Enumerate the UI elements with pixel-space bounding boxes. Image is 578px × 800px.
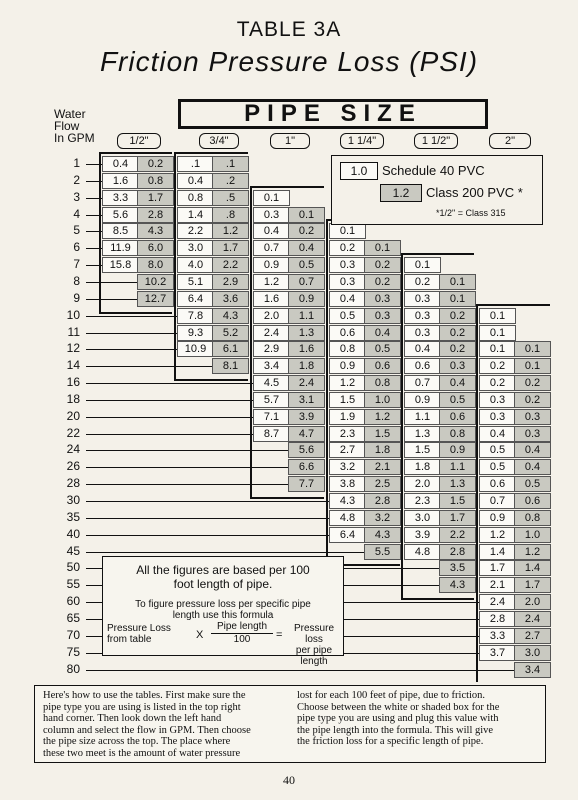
- class-200-cell: 0.2: [439, 341, 476, 357]
- pipe-size-header: 1": [270, 133, 310, 149]
- formula-right-line: Pressure loss: [293, 623, 334, 645]
- class-200-cell: 0.2: [514, 392, 551, 408]
- class-200-cell: 1.2: [364, 409, 401, 425]
- class-200-cell: .1: [212, 156, 249, 172]
- instruction-line: lost for each 100 feet of pipe, due to friction.: [297, 690, 486, 701]
- schedule-40-cell: 0.1: [479, 341, 516, 357]
- class-200-cell: 2.8: [364, 493, 401, 509]
- class-200-cell: 0.3: [514, 409, 551, 425]
- flow-row-line: [86, 450, 288, 451]
- instruction-line: these two meet is the amount of water pressure: [43, 747, 241, 759]
- schedule-40-cell: 0.7: [404, 375, 441, 391]
- pipe-type-legend: [331, 155, 543, 225]
- class-200-cell: 0.8: [439, 426, 476, 442]
- schedule-40-cell: 4.0: [177, 257, 214, 273]
- flow-value: 40: [66, 526, 80, 541]
- schedule-40-cell: 1.2: [479, 527, 516, 543]
- flow-value: 28: [66, 476, 80, 491]
- schedule-40-cell: 8.5: [102, 223, 139, 239]
- flow-value: 22: [66, 425, 80, 440]
- class-200-cell: 1.7: [514, 577, 551, 593]
- schedule-40-cell: 0.4: [479, 426, 516, 442]
- class-200-cell: 0.2: [439, 308, 476, 324]
- schedule-40-cell: 4.5: [253, 375, 290, 391]
- flow-row-line: [86, 417, 253, 418]
- info-line: All the figures are based per 100: [136, 563, 310, 577]
- pipe-size-header: 1/2": [117, 133, 161, 149]
- flow-value: 65: [66, 610, 80, 625]
- class-200-cell: 1.5: [364, 426, 401, 442]
- class-200-cell: 0.5: [364, 341, 401, 357]
- schedule-40-cell: 2.0: [404, 476, 441, 492]
- class-200-cell: 0.6: [514, 493, 551, 509]
- class-200-cell: 2.9: [212, 274, 249, 290]
- schedule-40-cell: 0.4: [253, 223, 290, 239]
- class-200-cell: .5: [212, 190, 249, 206]
- class-200-cell: 4.3: [439, 577, 476, 593]
- formula-times: X: [196, 629, 204, 641]
- schedule-40-cell: 1.8: [404, 459, 441, 475]
- pipe-size-header: 1 1/4": [340, 133, 384, 149]
- instructions-right: [297, 690, 541, 748]
- schedule-40-cell: 4.3: [329, 493, 366, 509]
- flow-row-line: [86, 518, 329, 519]
- schedule-40-cell: 2.9: [253, 341, 290, 357]
- flow-value: 26: [66, 459, 80, 474]
- schedule-40-cell: 0.3: [329, 257, 366, 273]
- schedule-40-cell: 0.2: [479, 375, 516, 391]
- flow-row-line: [86, 535, 329, 536]
- class-200-cell: 5.6: [288, 442, 325, 458]
- class-200-cell: 1.8: [364, 442, 401, 458]
- schedule-40-cell: 1.4: [177, 207, 214, 223]
- formula-left-line: Pressure Loss: [107, 623, 171, 634]
- flow-row-line: [86, 316, 177, 317]
- schedule-40-cell: 0.5: [329, 308, 366, 324]
- class-200-cell: 0.1: [364, 240, 401, 256]
- schedule-40-cell: 6.4: [329, 527, 366, 543]
- class-200-cell: 4.3: [137, 223, 174, 239]
- class-200-cell: 0.1: [288, 207, 325, 223]
- flow-value: 4: [73, 206, 80, 221]
- pipe-size-header: 3/4": [199, 133, 239, 149]
- class-200-cell: 6.0: [137, 240, 174, 256]
- flow-value: 70: [66, 627, 80, 642]
- class-200-cell: 0.4: [288, 240, 325, 256]
- schedule-40-cell: 8.7: [253, 426, 290, 442]
- flow-label-line: In GPM: [54, 131, 95, 145]
- schedule-40-cell: 1.7: [479, 560, 516, 576]
- class-200-cell: 0.7: [288, 274, 325, 290]
- class-200-cell: 1.7: [212, 240, 249, 256]
- flow-value: 8: [73, 273, 80, 288]
- flow-value: 60: [66, 594, 80, 609]
- flow-row-line: [86, 383, 253, 384]
- schedule-40-cell: 0.5: [479, 459, 516, 475]
- schedule-40-cell: 0.3: [404, 325, 441, 341]
- flow-value: 6: [73, 240, 80, 255]
- pipe-size-header: 2": [489, 133, 531, 149]
- class-200-cell: 0.1: [439, 274, 476, 290]
- schedule-40-cell: 3.3: [102, 190, 139, 206]
- flow-value: 10: [66, 307, 80, 322]
- schedule-40-cell: 1.5: [404, 442, 441, 458]
- flow-label-line: Water: [54, 107, 86, 121]
- schedule-40-cell: 0.4: [102, 156, 139, 172]
- class-200-cell: 8.1: [212, 358, 249, 374]
- schedule-40-cell: 2.7: [329, 442, 366, 458]
- schedule-40-cell: 2.1: [479, 577, 516, 593]
- class-200-cell: 0.6: [364, 358, 401, 374]
- class-200-cell: 0.9: [439, 442, 476, 458]
- schedule-40-cell: 3.2: [329, 459, 366, 475]
- class-200-cell: 0.3: [364, 291, 401, 307]
- flow-value: 1: [73, 156, 80, 170]
- flow-row-line: [86, 215, 102, 216]
- class-200-cell: 2.2: [212, 257, 249, 273]
- legend-shaded-value: 1.2: [380, 184, 422, 202]
- class-200-cell: 1.0: [364, 392, 401, 408]
- schedule-40-cell: 0.3: [479, 392, 516, 408]
- class-200-cell: 0.6: [439, 409, 476, 425]
- class-200-cell: 1.2: [514, 544, 551, 560]
- flow-row-line: [86, 552, 364, 553]
- flow-value: 14: [66, 358, 80, 373]
- flow-value: 50: [66, 560, 80, 575]
- flow-value: 80: [66, 661, 80, 676]
- flow-row-line: [86, 265, 102, 266]
- class-200-cell: 4.3: [212, 308, 249, 324]
- schedule-40-cell: .1: [177, 156, 214, 172]
- class-200-cell: 10.2: [137, 274, 174, 290]
- schedule-40-cell: 2.3: [404, 493, 441, 509]
- schedule-40-cell: 5.1: [177, 274, 214, 290]
- class-200-cell: .8: [212, 207, 249, 223]
- class-200-cell: 7.7: [288, 476, 325, 492]
- formula-right: [286, 623, 342, 667]
- flow-row-line: [86, 501, 329, 502]
- class-200-cell: 3.4: [514, 662, 551, 678]
- schedule-40-cell: 0.3: [253, 207, 290, 223]
- schedule-40-cell: 0.2: [404, 274, 441, 290]
- legend-white-label: Schedule 40 PVC: [382, 163, 485, 178]
- info-line: length use this formula: [172, 610, 274, 621]
- flow-row-line: [86, 282, 137, 283]
- class-200-cell: 6.6: [288, 459, 325, 475]
- class-200-cell: 0.3: [514, 426, 551, 442]
- schedule-40-cell: 1.3: [404, 426, 441, 442]
- class-200-cell: 0.2: [137, 156, 174, 172]
- flow-value: 16: [66, 375, 80, 390]
- table-number: TABLE 3A: [236, 18, 342, 41]
- schedule-40-cell: 1.4: [479, 544, 516, 560]
- schedule-40-cell: 0.3: [404, 308, 441, 324]
- schedule-40-cell: 6.4: [177, 291, 214, 307]
- flow-row-line: [86, 198, 102, 199]
- class-200-cell: 0.1: [514, 358, 551, 374]
- schedule-40-cell: 1.1: [404, 409, 441, 425]
- formula-left-line: from table: [107, 634, 152, 645]
- formula-denominator: 100: [233, 634, 251, 645]
- flow-row-line: [86, 670, 514, 671]
- instruction-line: the friction loss for a specific length of pipe.: [297, 736, 484, 747]
- flow-value: 35: [66, 509, 80, 524]
- schedule-40-cell: 0.1: [329, 223, 366, 239]
- flow-value: 3: [73, 189, 80, 204]
- schedule-40-cell: 3.3: [479, 628, 516, 644]
- class-200-cell: 0.2: [364, 274, 401, 290]
- class-200-cell: 3.2: [364, 510, 401, 526]
- flow-row-line: [86, 349, 177, 350]
- class-200-cell: 0.5: [439, 392, 476, 408]
- schedule-40-cell: 0.6: [329, 325, 366, 341]
- schedule-40-cell: 3.8: [329, 476, 366, 492]
- class-200-cell: 0.4: [364, 325, 401, 341]
- schedule-40-cell: 1.9: [329, 409, 366, 425]
- formula-right-line: per pipe length: [295, 645, 333, 667]
- schedule-40-cell: 0.8: [177, 190, 214, 206]
- schedule-40-cell: 1.2: [329, 375, 366, 391]
- schedule-40-cell: 1.2: [253, 274, 290, 290]
- class-200-cell: 4.7: [288, 426, 325, 442]
- page-number: 40: [283, 773, 295, 787]
- info-line: To figure pressure loss per specific pipe: [135, 599, 311, 610]
- class-200-cell: 8.0: [137, 257, 174, 273]
- formula-info-box: [102, 556, 344, 667]
- flow-label: [54, 108, 95, 144]
- schedule-40-cell: 2.8: [479, 611, 516, 627]
- flow-value: 12: [66, 341, 80, 356]
- flow-label-line: Flow: [54, 119, 80, 133]
- flow-value: 45: [66, 543, 80, 558]
- schedule-40-cell: 2.4: [253, 325, 290, 341]
- class-200-cell: 2.2: [439, 527, 476, 543]
- schedule-40-cell: 0.4: [404, 341, 441, 357]
- instructions-left: [43, 690, 283, 759]
- class-200-cell: 2.8: [137, 207, 174, 223]
- class-200-cell: 0.2: [364, 257, 401, 273]
- schedule-40-cell: 0.4: [329, 291, 366, 307]
- schedule-40-cell: 2.2: [177, 223, 214, 239]
- class-200-cell: 0.9: [288, 291, 325, 307]
- schedule-40-cell: 0.9: [329, 358, 366, 374]
- schedule-40-cell: 0.1: [479, 308, 516, 324]
- class-200-cell: 0.8: [137, 173, 174, 189]
- flow-row-line: [86, 231, 102, 232]
- class-200-cell: 0.2: [514, 375, 551, 391]
- legend-white-value: 1.0: [340, 162, 378, 180]
- schedule-40-cell: 0.6: [479, 476, 516, 492]
- flow-value: 18: [66, 391, 80, 406]
- flow-row-line: [86, 299, 137, 300]
- schedule-40-cell: 3.9: [404, 527, 441, 543]
- flow-value: 24: [66, 442, 80, 457]
- schedule-40-cell: 0.9: [404, 392, 441, 408]
- class-200-cell: 1.0: [514, 527, 551, 543]
- schedule-40-cell: 1.6: [102, 173, 139, 189]
- pipe-size-banner: PIPE SIZE: [178, 99, 488, 129]
- class-200-cell: 6.1: [212, 341, 249, 357]
- flow-value: 20: [66, 408, 80, 423]
- schedule-40-cell: 2.4: [479, 594, 516, 610]
- class-200-cell: 0.4: [514, 459, 551, 475]
- schedule-40-cell: 10.9: [177, 341, 214, 357]
- legend-shaded-label: Class 200 PVC *: [426, 185, 523, 200]
- flow-row-line: [86, 181, 102, 182]
- schedule-40-cell: 9.3: [177, 325, 214, 341]
- class-200-cell: 1.4: [514, 560, 551, 576]
- instruction-line: hand corner. Then look down the left hand: [43, 713, 222, 724]
- class-200-cell: 0.4: [439, 375, 476, 391]
- class-200-cell: 1.3: [288, 325, 325, 341]
- class-200-cell: 2.4: [288, 375, 325, 391]
- schedule-40-cell: 0.3: [404, 291, 441, 307]
- class-200-cell: 3.6: [212, 291, 249, 307]
- flow-value: 75: [66, 644, 80, 659]
- formula-equals: =: [276, 629, 283, 641]
- class-200-cell: 2.5: [364, 476, 401, 492]
- class-200-cell: 0.3: [364, 308, 401, 324]
- schedule-40-cell: 1.6: [253, 291, 290, 307]
- class-200-cell: 3.5: [439, 560, 476, 576]
- flow-value: 55: [66, 577, 80, 592]
- schedule-40-cell: 0.4: [177, 173, 214, 189]
- class-200-cell: 3.0: [514, 645, 551, 661]
- flow-value: 11: [67, 324, 80, 339]
- schedule-40-cell: 7.8: [177, 308, 214, 324]
- class-200-cell: 0.2: [439, 325, 476, 341]
- class-200-cell: 1.6: [288, 341, 325, 357]
- class-200-cell: 2.8: [439, 544, 476, 560]
- class-200-cell: 5.2: [212, 325, 249, 341]
- flow-row-line: [86, 333, 177, 334]
- flow-row-line: [86, 400, 253, 401]
- flow-value: 5: [73, 223, 80, 238]
- class-200-cell: 1.5: [439, 493, 476, 509]
- schedule-40-cell: 3.0: [177, 240, 214, 256]
- instruction-line: the pipe size across the top. The place where: [43, 736, 231, 747]
- class-200-cell: 3.9: [288, 409, 325, 425]
- class-200-cell: 12.7: [137, 291, 174, 307]
- flow-value: 7: [73, 257, 80, 272]
- schedule-40-cell: 0.2: [329, 240, 366, 256]
- class-200-cell: 0.2: [288, 223, 325, 239]
- class-200-cell: 2.1: [364, 459, 401, 475]
- flow-row-line: [86, 484, 288, 485]
- schedule-40-cell: 11.9: [102, 240, 139, 256]
- schedule-40-cell: 0.1: [404, 257, 441, 273]
- class-200-cell: 0.5: [288, 257, 325, 273]
- schedule-40-cell: 5.6: [102, 207, 139, 223]
- class-200-cell: 0.4: [514, 442, 551, 458]
- class-200-cell: 2.0: [514, 594, 551, 610]
- flow-row-line: [86, 248, 102, 249]
- schedule-40-cell: 0.3: [329, 274, 366, 290]
- schedule-40-cell: 0.9: [479, 510, 516, 526]
- class-200-cell: 1.7: [439, 510, 476, 526]
- schedule-40-cell: 0.6: [404, 358, 441, 374]
- usage-instructions: [34, 685, 546, 763]
- schedule-40-cell: 0.7: [479, 493, 516, 509]
- schedule-40-cell: 2.0: [253, 308, 290, 324]
- schedule-40-cell: 0.5: [479, 442, 516, 458]
- formula-numerator: Pipe length: [211, 621, 273, 634]
- flow-value: 9: [73, 290, 80, 305]
- schedule-40-cell: 0.3: [479, 409, 516, 425]
- flow-value: 2: [73, 172, 80, 187]
- schedule-40-cell: 1.5: [329, 392, 366, 408]
- table-title: Friction Pressure Loss (PSI): [99, 46, 479, 77]
- class-200-cell: 0.8: [514, 510, 551, 526]
- class-200-cell: 4.3: [364, 527, 401, 543]
- formula-fraction: [211, 621, 273, 646]
- instruction-line: pipe type you are using and plug this value with: [297, 713, 499, 724]
- schedule-40-cell: 3.0: [404, 510, 441, 526]
- class-200-cell: 1.2: [212, 223, 249, 239]
- class-200-cell: 0.1: [439, 291, 476, 307]
- schedule-40-cell: 4.8: [329, 510, 366, 526]
- formula-left: [107, 623, 171, 645]
- class-200-cell: 5.5: [364, 544, 401, 560]
- schedule-40-cell: 2.3: [329, 426, 366, 442]
- legend-footnote: *1/2" = Class 315: [436, 208, 506, 218]
- class-200-cell: 1.3: [439, 476, 476, 492]
- instruction-line: pipe type you are using is listed in the top right: [43, 701, 241, 713]
- class-200-cell: 2.4: [514, 611, 551, 627]
- instruction-line: Choose between the white or shaded box for the: [297, 701, 500, 713]
- instruction-line: the pipe length into the formula. This will give: [297, 724, 494, 736]
- schedule-40-cell: 7.1: [253, 409, 290, 425]
- class-200-cell: 1.1: [288, 308, 325, 324]
- flow-row-line: [86, 467, 288, 468]
- schedule-40-cell: 3.4: [253, 358, 290, 374]
- class-200-cell: .2: [212, 173, 249, 189]
- class-200-cell: 0.8: [364, 375, 401, 391]
- flow-row-line: [86, 366, 212, 367]
- class-200-cell: 1.7: [137, 190, 174, 206]
- schedule-40-cell: 4.8: [404, 544, 441, 560]
- class-200-cell: 3.1: [288, 392, 325, 408]
- schedule-40-cell: 3.7: [479, 645, 516, 661]
- schedule-40-cell: 5.7: [253, 392, 290, 408]
- class-200-cell: 2.7: [514, 628, 551, 644]
- flow-value: 30: [66, 493, 80, 507]
- schedule-40-cell: 0.1: [479, 325, 516, 341]
- class-200-cell: 0.3: [439, 358, 476, 374]
- class-200-cell: 1.1: [439, 459, 476, 475]
- schedule-40-cell: 0.8: [329, 341, 366, 357]
- flow-row-line: [86, 164, 102, 165]
- schedule-40-cell: 0.1: [253, 190, 290, 206]
- info-line: foot length of pipe.: [173, 577, 273, 591]
- class-200-cell: 0.1: [514, 341, 551, 357]
- pipe-size-header: 1 1/2": [414, 133, 458, 149]
- instruction-line: Here's how to use the tables. First make sure the: [43, 690, 246, 701]
- schedule-40-cell: 15.8: [102, 257, 139, 273]
- class-200-cell: 1.8: [288, 358, 325, 374]
- schedule-40-cell: 0.2: [479, 358, 516, 374]
- schedule-40-cell: 0.7: [253, 240, 290, 256]
- instruction-line: column and select the flow in GPM. Then choose: [43, 724, 251, 736]
- schedule-40-cell: 0.9: [253, 257, 290, 273]
- flow-row-line: [86, 434, 253, 435]
- class-200-cell: 0.5: [514, 476, 551, 492]
